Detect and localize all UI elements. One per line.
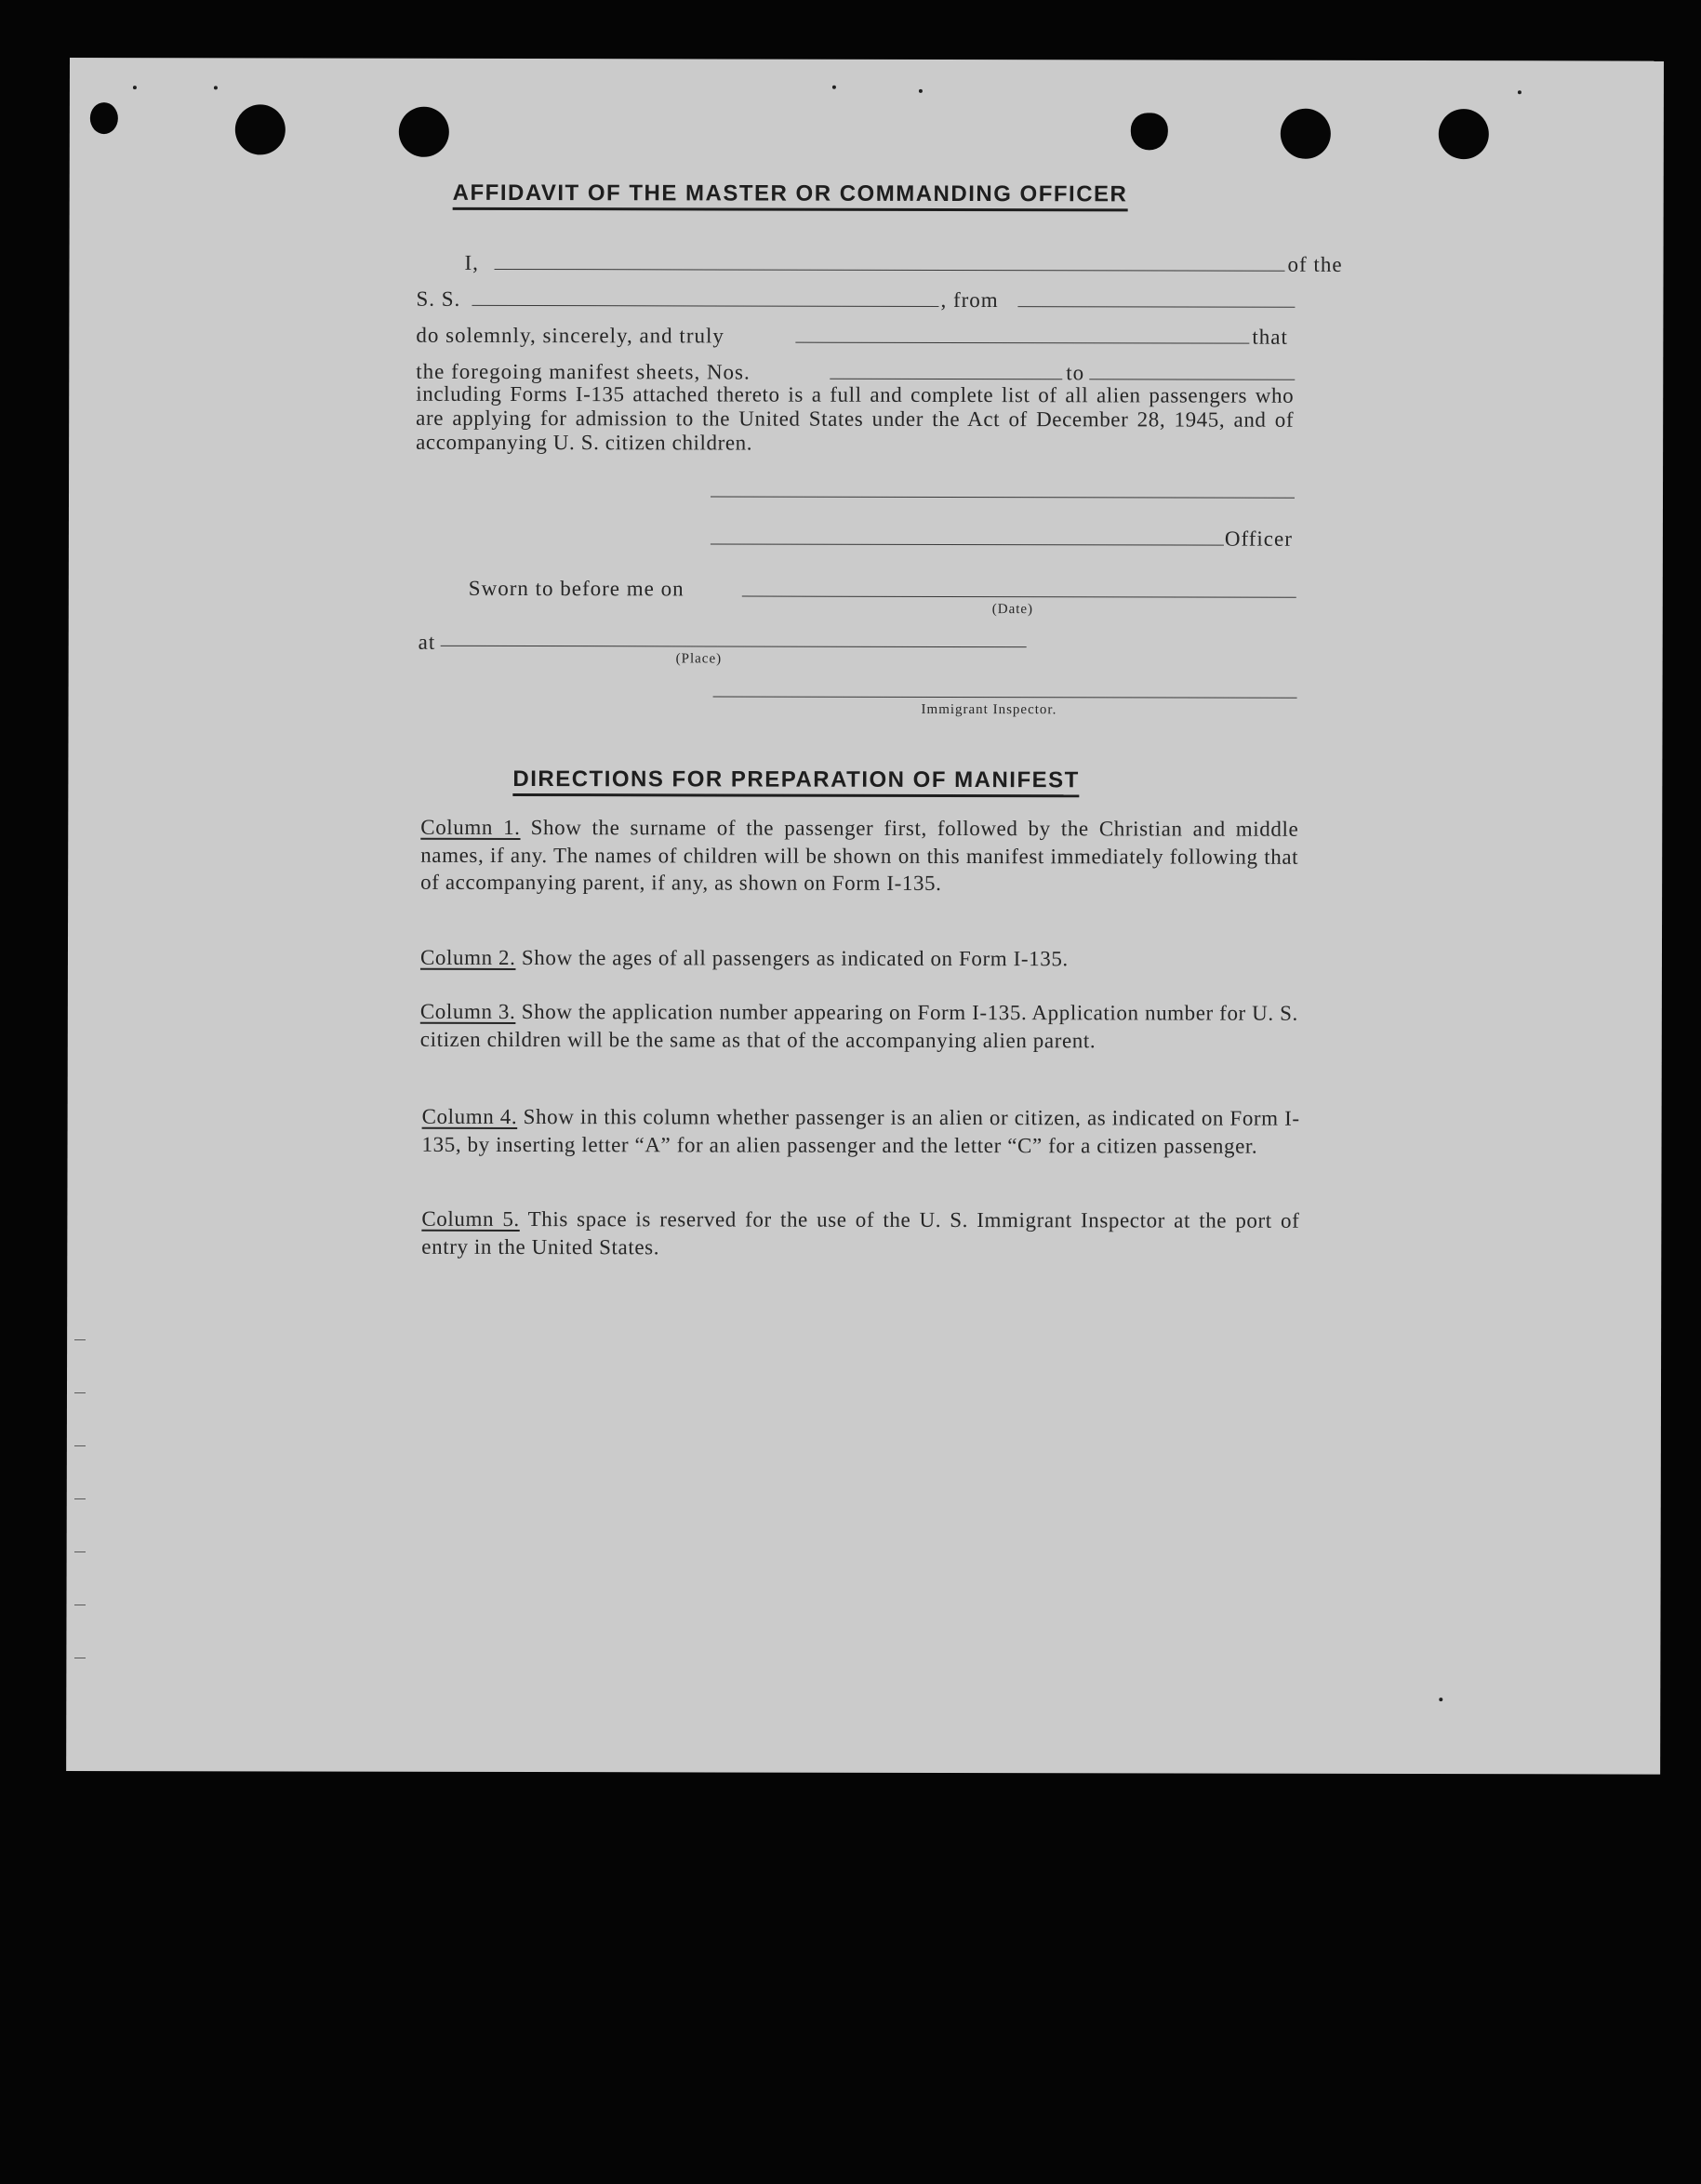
edge-ticks xyxy=(74,1339,86,1711)
punch-hole xyxy=(1439,109,1489,159)
direction-item-2 xyxy=(420,944,1298,973)
direction-text: Show in this column whether passenger is an alien or citizen, as indicated on Form I-135, by inserting letter “A” for an alien passenger and the letter “C” for a citizen passenger. xyxy=(421,1105,1300,1158)
officer-signature-line xyxy=(711,543,1224,545)
affidavit-title: AFFIDAVIT OF THE MASTER OR COMMANDING OFFICER xyxy=(453,180,1128,212)
speck xyxy=(214,86,218,89)
affidavit-line2-prefix: S. S. xyxy=(416,286,461,311)
place-caption: (Place) xyxy=(675,651,723,667)
officer-label: Officer xyxy=(1224,526,1293,551)
direction-item-4 xyxy=(422,1103,1300,1160)
affidavit-line3-suffix: that xyxy=(1252,325,1288,349)
punch-hole xyxy=(1131,113,1168,150)
place-line xyxy=(441,646,1027,647)
direction-text: Show the application number appearing on Form I-135. Application number for U. S. citizen children will be the same as that of the accompanying alien parent. xyxy=(419,1000,1298,1052)
blank-ship-line xyxy=(472,305,938,307)
punch-hole xyxy=(235,104,286,154)
punch-hole xyxy=(399,107,449,157)
blank-name-line xyxy=(495,269,1285,272)
speck xyxy=(919,89,923,93)
affidavit-line2-mid: , from xyxy=(940,287,999,313)
direction-item-1 xyxy=(420,814,1298,898)
direction-item-3 xyxy=(420,998,1298,1055)
blank-sheet-from-line xyxy=(830,379,1062,380)
direction-label: Column 1. xyxy=(420,815,521,840)
punch-hole xyxy=(90,102,118,134)
affidavit-line1-prefix: I, xyxy=(464,250,479,274)
at-label: at xyxy=(418,630,436,654)
direction-text: This space is reserved for the use of the U. S. Immigrant Inspector at the port of entry in the United States. xyxy=(421,1207,1300,1258)
affidavit-paragraph: including Forms I-135 attached thereto is a full and complete list of all alien passengers who are applying for admission to the United States under the Act of December 28, 1945, and of accompanying U. S. citizen children. xyxy=(416,381,1295,455)
directions-title: DIRECTIONS FOR PREPARATION OF MANIFEST xyxy=(512,766,1080,797)
speck xyxy=(1439,1698,1442,1701)
blank-sheet-to-line xyxy=(1089,379,1295,380)
direction-text: Show the surname of the passenger first, followed by the Christian and middle names, if any. The names of children will be shown on this manifest immediately following that of accompanying parent, if any, as shown on Form I-135. xyxy=(420,816,1299,895)
sworn-date-line xyxy=(742,596,1296,598)
affidavit-line1-suffix: of the xyxy=(1287,252,1343,276)
direction-text: Show the ages of all passengers as indicated on Form I-135. xyxy=(521,946,1069,971)
blank-from-line xyxy=(1017,306,1295,308)
affidavit-line4-prefix: the foregoing manifest sheets, Nos. xyxy=(416,359,751,384)
direction-item-5 xyxy=(421,1205,1299,1262)
inspector-signature-line xyxy=(713,696,1297,698)
inspector-caption: Immigrant Inspector. xyxy=(921,701,1057,718)
blank-declare-line xyxy=(795,342,1249,344)
sworn-label: Sworn to before me on xyxy=(468,576,684,601)
date-caption: (Date) xyxy=(991,602,1034,618)
document-page xyxy=(66,58,1664,1775)
direction-label: Column 5. xyxy=(421,1206,520,1232)
signature-line xyxy=(711,496,1295,498)
speck xyxy=(133,86,137,89)
affidavit-line4-mid: to xyxy=(1066,361,1085,385)
speck xyxy=(1518,90,1522,94)
direction-label: Column 2. xyxy=(419,945,516,970)
punch-hole xyxy=(1281,109,1331,159)
affidavit-line3-prefix: do solemnly, sincerely, and truly xyxy=(416,323,724,348)
speck xyxy=(832,86,836,89)
direction-label: Column 3. xyxy=(419,999,516,1024)
direction-label: Column 4. xyxy=(421,1104,518,1129)
